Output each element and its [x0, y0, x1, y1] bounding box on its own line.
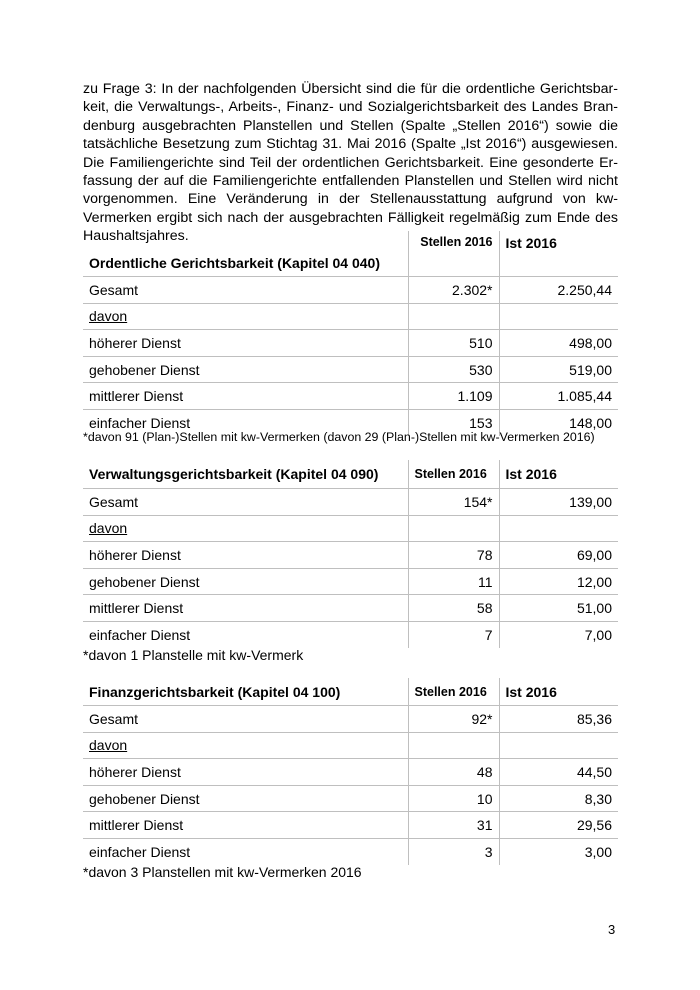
row-label: gehobener Dienst — [83, 785, 408, 812]
row-label: höherer Dienst — [83, 759, 408, 786]
cell-ist: 8,30 — [499, 785, 618, 812]
row-label: davon — [83, 515, 408, 542]
column-header-ist: Ist 2016 — [499, 460, 618, 489]
table-row — [83, 759, 618, 786]
table-row — [83, 489, 618, 516]
cell-ist — [499, 303, 618, 330]
table-header-row — [83, 231, 618, 277]
cell-ist: 29,56 — [499, 812, 618, 839]
table-finanzgerichtsbarkeit — [83, 678, 618, 865]
cell-ist — [499, 732, 618, 759]
row-label: mittlerer Dienst — [83, 812, 408, 839]
cell-stellen: 31 — [408, 812, 499, 839]
cell-ist: 51,00 — [499, 595, 618, 622]
cell-ist: 2.250,44 — [499, 277, 618, 304]
cell-ist — [499, 515, 618, 542]
row-label: davon — [83, 732, 408, 759]
row-label: davon — [83, 303, 408, 330]
table-footnote: *davon 91 (Plan-)Stellen mit kw-Vermerken (davon 29 (Plan-)Stellen mit kw-Vermerken 2016) — [83, 430, 595, 444]
row-label: höherer Dienst — [83, 542, 408, 569]
cell-ist: 139,00 — [499, 489, 618, 516]
cell-ist: 44,50 — [499, 759, 618, 786]
table-footnote: *davon 3 Planstellen mit kw-Vermerken 2016 — [83, 864, 362, 880]
table-title: Ordentliche Gerichtsbarkeit (Kapitel 04 040) — [89, 255, 380, 271]
row-label: Gesamt — [83, 706, 408, 733]
table-row — [83, 303, 618, 330]
cell-ist: 3,00 — [499, 838, 618, 864]
table-ordentliche-gerichtsbarkeit — [83, 231, 618, 436]
cell-stellen: 92* — [408, 706, 499, 733]
table-row — [83, 277, 618, 304]
column-header-stellen: Stellen 2016 — [408, 460, 499, 489]
intro-paragraph: zu Frage 3: In der nachfolgenden Übersicht sind die für die ordentliche Gerichtsbarkeit, die Verwaltungs-, Arbeits-, Finanz- und Sozialgerichtsbarkeit des Landes Brandenburg ausgebrachten Planstellen und Stellen (Spalte „Stellen 2016“) sowie die tatsächliche Besetzung zum Stichtag 31. Mai 2016 (Spalte „Ist 2016“) ausgewiesen. Die Familiengerichte sind Teil der ordentlichen Gerichtsbarkeit. Eine gesonderte Erfassung der auf die Familiengerichte entfallenden Planstellen und Stellen wird nicht vorgenommen. Eine Veränderung in der Stellenausstattung aufgrund von kw-Vermerken ergibt sich nach der ausgebrachten Fälligkeit regelmäßig zum Ende des Haushaltsjahres. — [83, 81, 618, 245]
page-number: 3 — [608, 922, 616, 937]
table-row — [83, 383, 618, 410]
cell-stellen: 10 — [408, 785, 499, 812]
column-header-stellen: Stellen 2016 — [408, 231, 499, 277]
cell-stellen: 3 — [408, 838, 499, 864]
cell-ist: 12,00 — [499, 568, 618, 595]
cell-stellen: 58 — [408, 595, 499, 622]
table-title: Finanzgerichtsbarkeit (Kapitel 04 100) — [89, 683, 341, 700]
cell-ist: 148,00 — [499, 409, 618, 435]
table-row — [83, 595, 618, 622]
row-label: einfacher Dienst — [83, 621, 408, 647]
cell-ist: 7,00 — [499, 621, 618, 647]
table-header-row — [83, 678, 618, 706]
cell-ist: 85,36 — [499, 706, 618, 733]
table-title: Verwaltungsgerichtsbarkeit (Kapitel 04 090) — [89, 466, 379, 482]
row-label: höherer Dienst — [83, 330, 408, 357]
cell-stellen: 48 — [408, 759, 499, 786]
cell-stellen: 78 — [408, 542, 499, 569]
cell-stellen: 154* — [408, 489, 499, 516]
row-label: einfacher Dienst — [83, 838, 408, 864]
table-verwaltungsgerichtsbarkeit — [83, 460, 618, 648]
table-row — [83, 812, 618, 839]
row-label: einfacher Dienst — [83, 409, 408, 435]
cell-stellen: 2.302* — [408, 277, 499, 304]
table-footnote: *davon 1 Planstelle mit kw-Vermerk — [83, 647, 304, 663]
row-label: Gesamt — [83, 277, 408, 304]
table-row — [83, 330, 618, 357]
row-label: gehobener Dienst — [83, 356, 408, 383]
column-header-stellen: Stellen 2016 — [408, 678, 499, 706]
cell-stellen: 530 — [408, 356, 499, 383]
table-row — [83, 515, 618, 542]
table-row — [83, 356, 618, 383]
cell-stellen: 11 — [408, 568, 499, 595]
cell-ist: 1.085,44 — [499, 383, 618, 410]
cell-stellen: 1.109 — [408, 383, 499, 410]
cell-ist: 519,00 — [499, 356, 618, 383]
cell-stellen: 510 — [408, 330, 499, 357]
cell-ist: 498,00 — [499, 330, 618, 357]
column-header-ist: Ist 2016 — [499, 231, 618, 277]
cell-stellen — [408, 303, 499, 330]
table-row — [83, 568, 618, 595]
table-row — [83, 732, 618, 759]
row-label: mittlerer Dienst — [83, 595, 408, 622]
cell-stellen — [408, 732, 499, 759]
table-row — [83, 785, 618, 812]
table-row — [83, 706, 618, 733]
cell-stellen: 153 — [408, 409, 499, 435]
table-row — [83, 542, 618, 569]
cell-stellen — [408, 515, 499, 542]
table-row — [83, 621, 618, 647]
cell-stellen: 7 — [408, 621, 499, 647]
cell-ist: 69,00 — [499, 542, 618, 569]
table-row — [83, 838, 618, 864]
column-header-ist: Ist 2016 — [499, 678, 618, 706]
row-label: gehobener Dienst — [83, 568, 408, 595]
row-label: mittlerer Dienst — [83, 383, 408, 410]
table-header-row — [83, 460, 618, 489]
row-label: Gesamt — [83, 489, 408, 516]
